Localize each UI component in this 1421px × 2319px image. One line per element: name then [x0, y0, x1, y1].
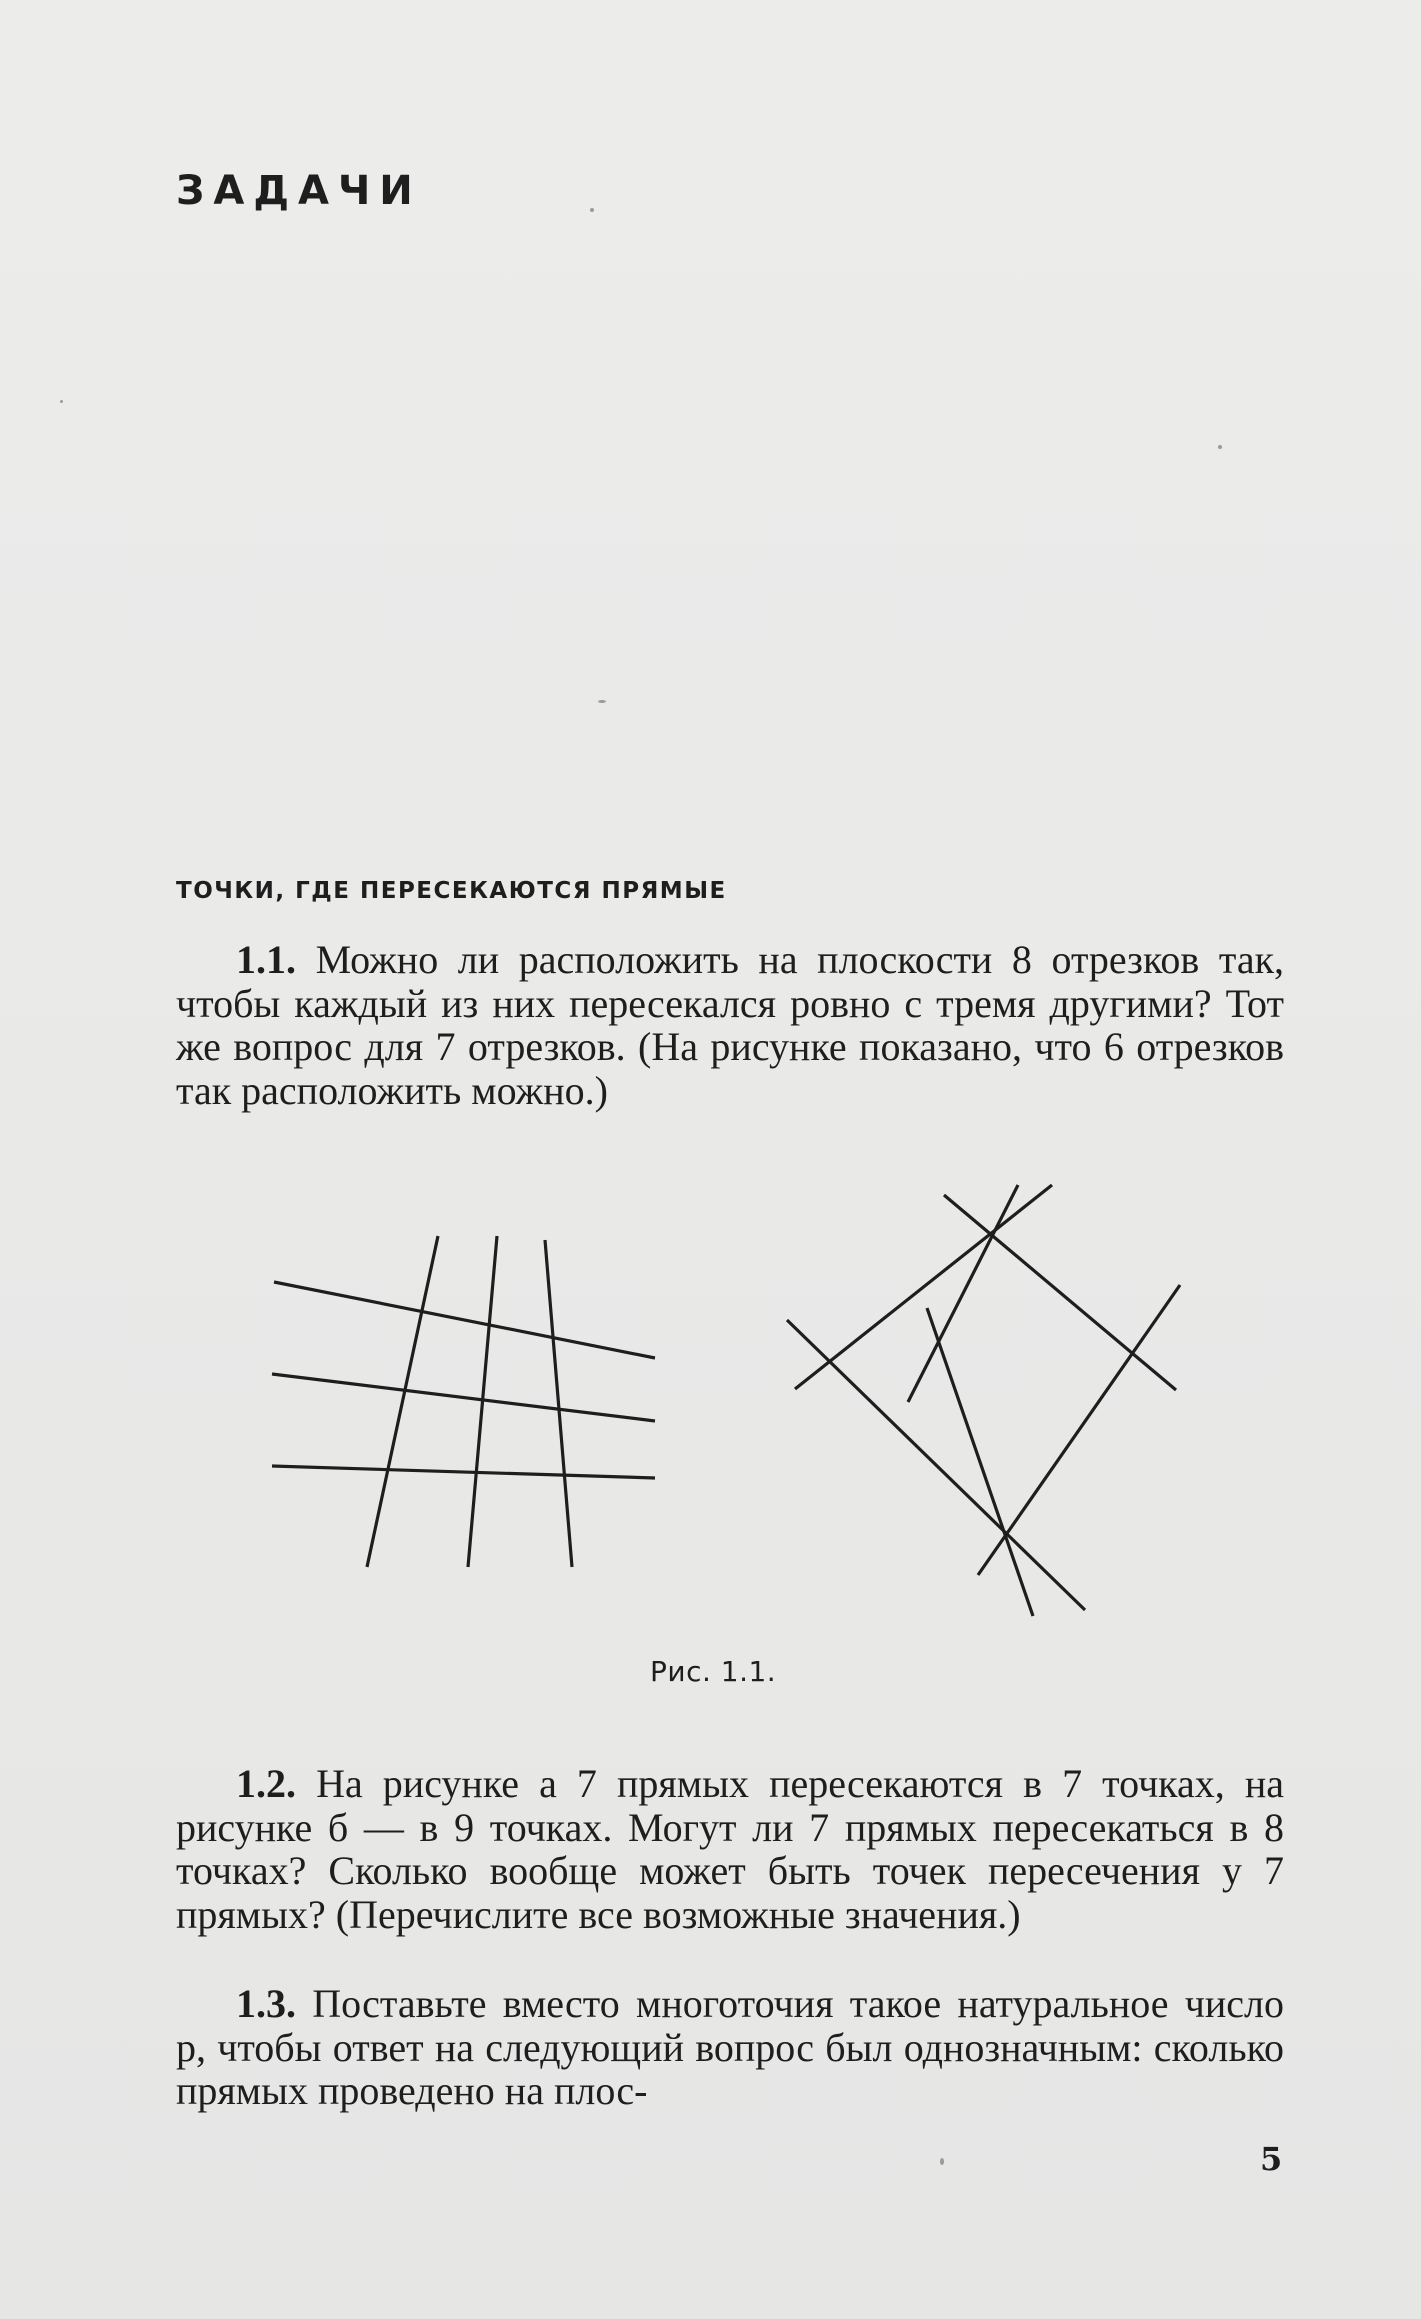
segment — [944, 1195, 1176, 1390]
problem-number: 1.3. — [236, 1981, 296, 2026]
paper-speck — [1218, 445, 1222, 449]
segment — [468, 1236, 497, 1567]
segment — [274, 1282, 655, 1358]
segment — [545, 1240, 572, 1567]
paper-speck — [598, 700, 606, 703]
figure-caption: Рис. 1.1. — [650, 1655, 777, 1688]
figure-right-segments — [787, 1185, 1180, 1616]
problem-1-1 — [176, 938, 1284, 1112]
paper-speck — [590, 208, 594, 212]
problem-number: 1.2. — [236, 1761, 296, 1806]
page-number: 5 — [1260, 2140, 1283, 2178]
problem-1-3 — [176, 1982, 1284, 2113]
segment — [927, 1308, 1033, 1616]
paper-speck — [60, 400, 63, 403]
segment — [367, 1236, 438, 1567]
section-title: ТОЧКИ, ГДЕ ПЕРЕСЕКАЮТСЯ ПРЯМЫЕ — [176, 878, 727, 904]
problem-text: На рисунке а 7 прямых пересекаются в 7 точках, на рисунке б — в 9 точках. Могут ли 7 прямых пересекаться в 8 точках? Сколько вообще может быть точек пересечения у 7 прямых? (Перечислите все возможные значения.) — [176, 1761, 1284, 1937]
segment — [908, 1185, 1018, 1402]
figure-left-segments — [272, 1236, 655, 1567]
paper-speck — [940, 2158, 944, 2165]
segment — [272, 1374, 655, 1421]
segment — [272, 1466, 655, 1478]
segment — [795, 1185, 1052, 1389]
problem-number: 1.1. — [236, 937, 296, 982]
chapter-heading: ЗАДАЧИ — [176, 168, 422, 214]
problem-text: Можно ли расположить на плоскости 8 отрезков так, чтобы каждый из них пересекался ровно с тремя другими? Тот же вопрос для 7 отрезков. (На рисунке показано, что 6 отрезков так расположить можно.) — [176, 937, 1285, 1113]
segment — [787, 1320, 1085, 1610]
problem-1-2 — [176, 1762, 1284, 1936]
problem-text: Поставьте вместо многоточия такое натуральное число p, чтобы ответ на следующий вопрос был однозначным: сколько прямых проведено на плос- — [176, 1981, 1284, 2113]
segment — [978, 1285, 1180, 1575]
